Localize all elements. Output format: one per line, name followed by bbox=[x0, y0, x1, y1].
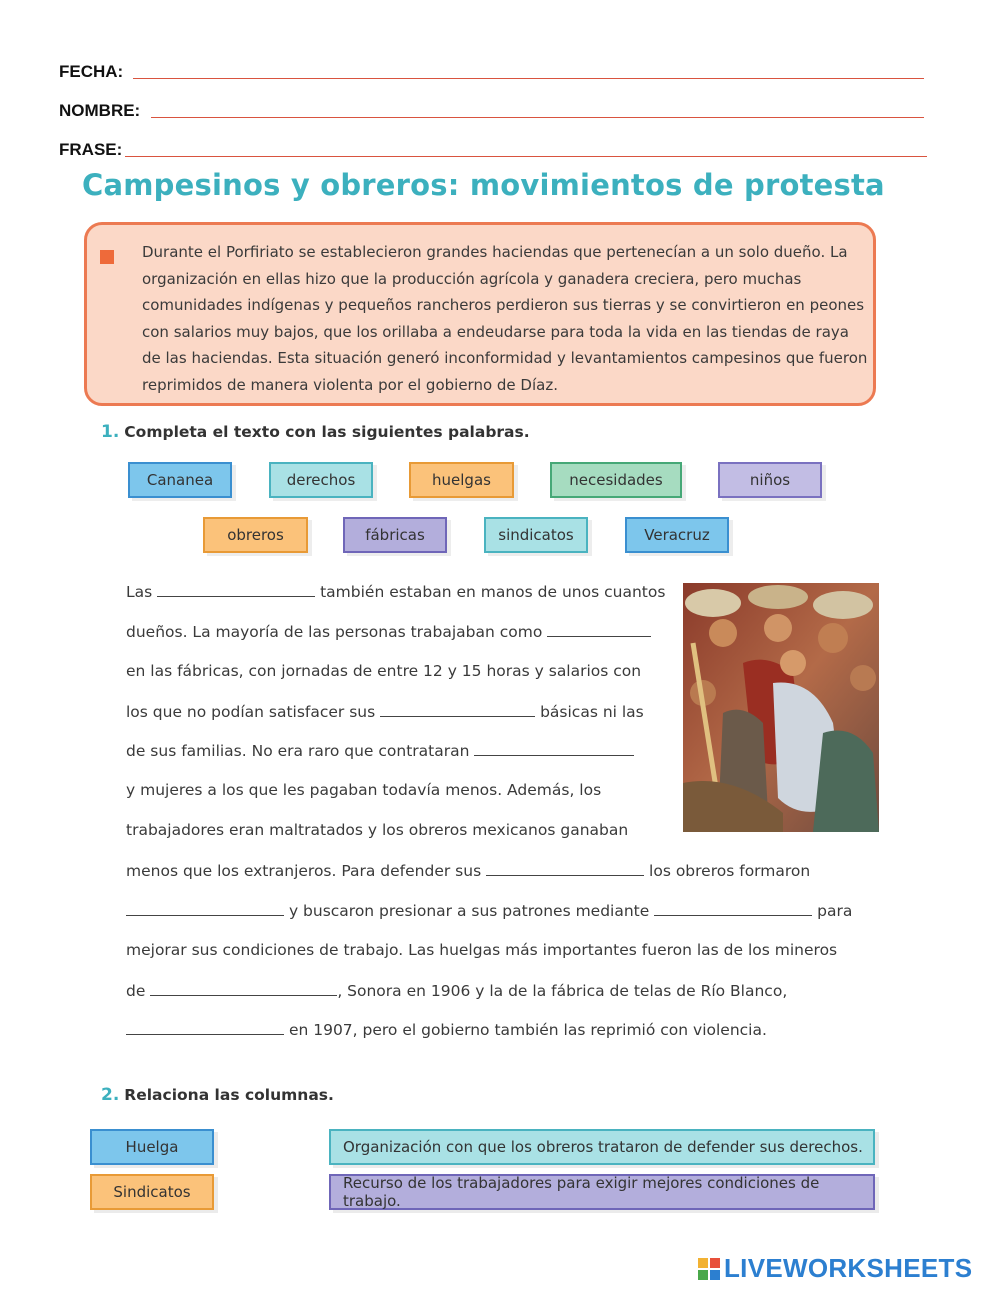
passage-line-4: los que no podían satisfacer sus básicas ni las bbox=[126, 703, 644, 721]
passage-line-9: y buscaron presionar a sus patrones mediante para bbox=[126, 901, 852, 920]
right-column-item-2[interactable]: Recurso de los trabajadores para exigir mejores condiciones de trabajo. bbox=[329, 1174, 875, 1210]
blank-1[interactable] bbox=[157, 582, 315, 597]
blank-3[interactable] bbox=[380, 702, 535, 717]
passage-line-3: en las fábricas, con jornadas de entre 12 y 15 horas y salarios con bbox=[126, 662, 642, 680]
passage-line-10: mejorar sus condiciones de trabajo. Las huelgas más importantes fueron las de los mineros bbox=[126, 941, 838, 959]
intro-text: Durante el Porfiriato se establecieron grandes haciendas que pertenecían a un solo dueño. La organización en ellas hizo que la producción agrícola y ganadera creciera, pero muchas comunidades indígenas y pequeños rancheros perdieron sus tierras y se convirtieron en peones con salarios muy bajos, que los orillaba a endeudarse para toda la vida en las tiendas de raya de las haciendas. Esta situación generó inconformidad y levantamientos campesinos que fueron reprimidos de manera violenta por el gobierno de Díaz. bbox=[142, 243, 868, 394]
nombre-line[interactable] bbox=[151, 117, 924, 118]
blank-7[interactable] bbox=[654, 901, 812, 916]
word-chip-cananea[interactable]: Cananea bbox=[128, 462, 232, 498]
question-2 bbox=[101, 1085, 334, 1105]
word-chip-sindicatos[interactable]: sindicatos bbox=[484, 517, 588, 553]
passage-line-7: trabajadores eran maltratados y los obreros mexicanos ganaban bbox=[126, 821, 629, 839]
right-column-item-1[interactable]: Organización con que los obreros trataron de defender sus derechos. bbox=[329, 1129, 875, 1165]
passage-line-8: menos que los extranjeros. Para defender sus los obreros formaron bbox=[126, 862, 811, 880]
blank-6[interactable] bbox=[126, 901, 284, 916]
frase-label: FRASE: bbox=[59, 140, 123, 159]
logo-grid-icon bbox=[698, 1258, 720, 1280]
word-chip-fabricas[interactable]: fábricas bbox=[343, 517, 447, 553]
mural-image bbox=[683, 583, 879, 832]
passage-line-11: de , Sonora en 1906 y la de la fábrica de telas de Río Blanco, bbox=[126, 982, 788, 1000]
word-chip-huelgas[interactable]: huelgas bbox=[409, 462, 514, 498]
word-chip-ninos[interactable]: niños bbox=[718, 462, 822, 498]
question-1 bbox=[101, 422, 530, 442]
fecha-line[interactable] bbox=[133, 78, 924, 79]
blank-8[interactable] bbox=[150, 981, 337, 996]
word-chip-necesidades[interactable]: necesidades bbox=[550, 462, 682, 498]
blank-5[interactable] bbox=[486, 861, 644, 876]
passage-line-2: dueños. La mayoría de las personas trabajaban como bbox=[126, 622, 651, 641]
passage-line-1: Las también estaban en manos de unos cuantos bbox=[126, 583, 666, 601]
bullet-square-icon bbox=[100, 250, 114, 264]
word-chip-obreros[interactable]: obreros bbox=[203, 517, 308, 553]
word-chip-derechos[interactable]: derechos bbox=[269, 462, 373, 498]
passage-line-12: en 1907, pero el gobierno también las reprimió con violencia. bbox=[126, 1020, 767, 1039]
frase-line[interactable] bbox=[125, 156, 927, 157]
question-1-number: 1. bbox=[101, 422, 120, 442]
blank-2[interactable] bbox=[547, 622, 651, 637]
passage-line-6: y mujeres a los que les pagaban todavía menos. Además, los bbox=[126, 781, 602, 799]
question-2-number: 2. bbox=[101, 1085, 120, 1105]
question-2-text: Relaciona las columnas. bbox=[124, 1086, 334, 1104]
logo-text: LIVEWORKSHEETS bbox=[724, 1253, 973, 1283]
intro-box bbox=[84, 222, 876, 406]
passage-line-5: de sus familias. No era raro que contrataran bbox=[126, 741, 634, 760]
blank-4[interactable] bbox=[474, 741, 634, 756]
blank-9[interactable] bbox=[126, 1020, 284, 1035]
left-column-item-huelga[interactable]: Huelga bbox=[90, 1129, 214, 1165]
left-column-item-sindicatos[interactable]: Sindicatos bbox=[90, 1174, 214, 1210]
fecha-label: FECHA: bbox=[59, 62, 124, 81]
question-1-text: Completa el texto con las siguientes palabras. bbox=[124, 423, 530, 441]
liveworksheets-logo[interactable] bbox=[698, 1253, 972, 1284]
nombre-label: NOMBRE: bbox=[59, 101, 141, 120]
word-chip-veracruz[interactable]: Veracruz bbox=[625, 517, 729, 553]
page-title: Campesinos y obreros: movimientos de protesta bbox=[82, 168, 885, 202]
